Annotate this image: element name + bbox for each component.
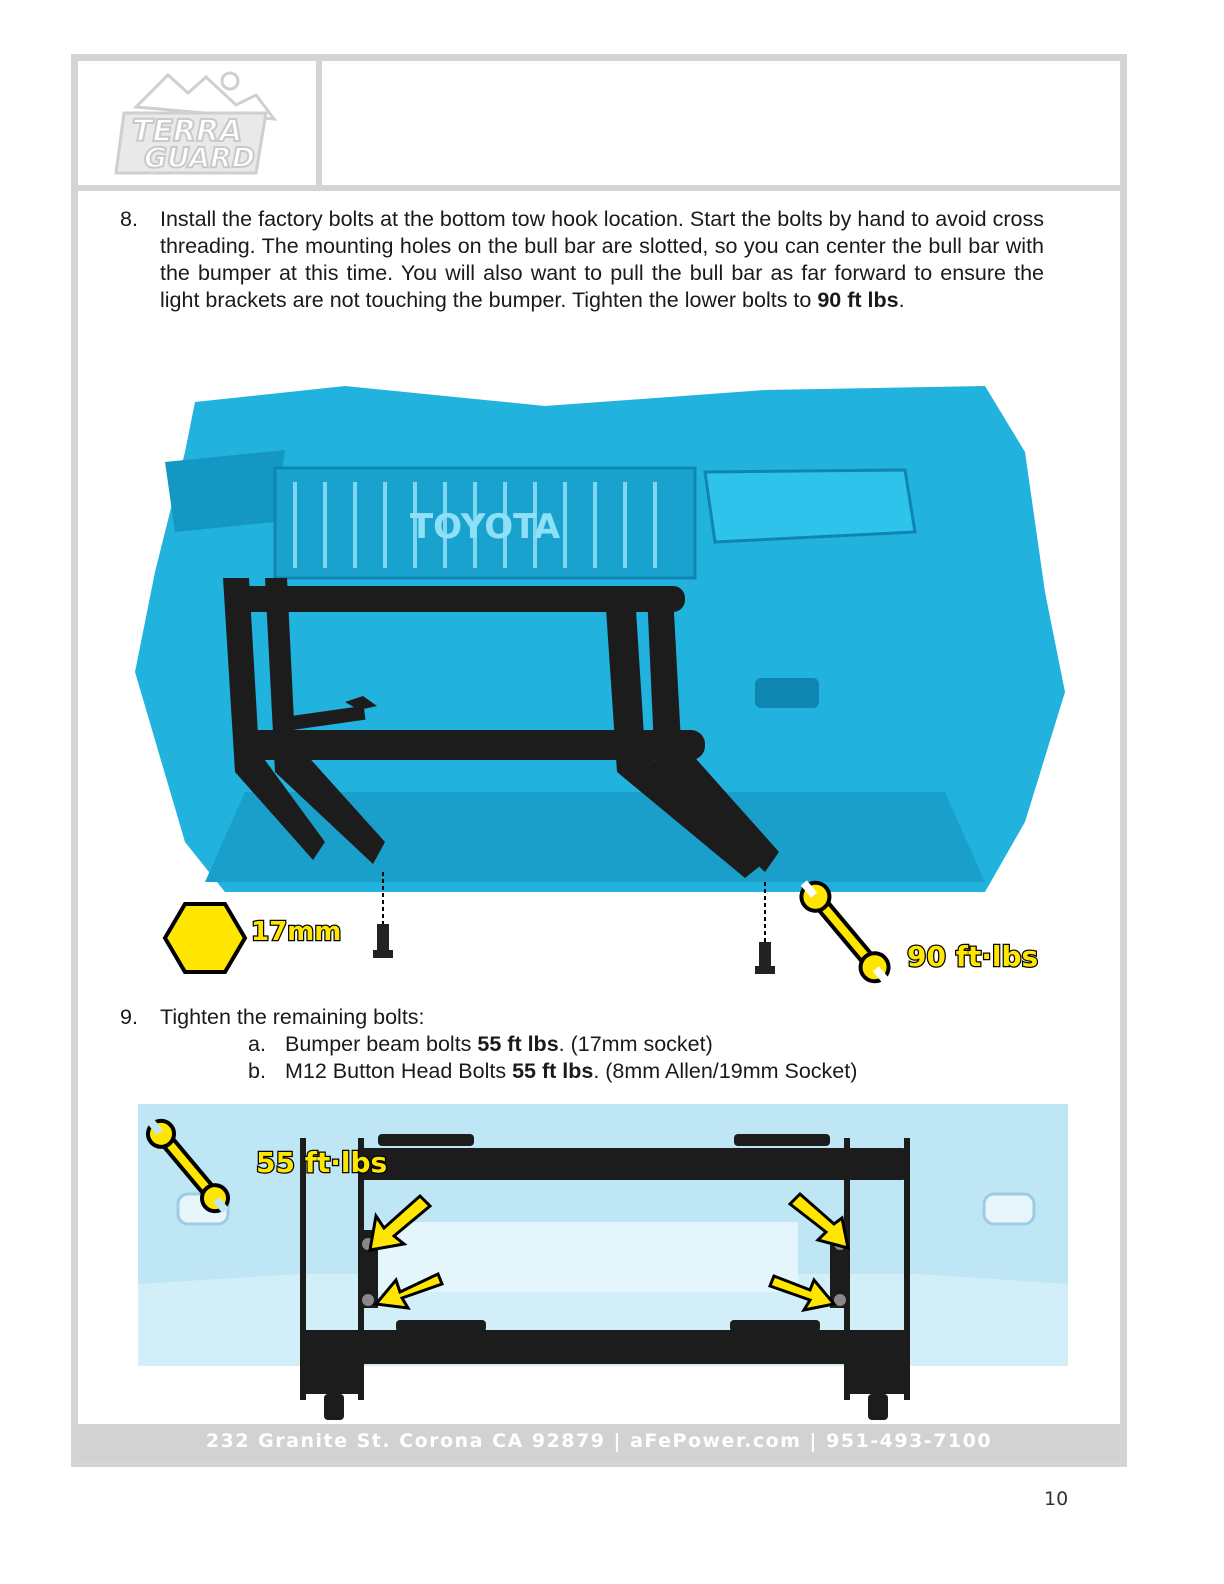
bull-bar-install-figure (125, 372, 1065, 992)
substep-b-body: M12 Button Head Bolts (285, 1059, 513, 1083)
left-headlight (165, 450, 285, 532)
substep-b-torque: 55 ft lbs (512, 1059, 594, 1083)
substep-b-letter: b. (248, 1059, 266, 1083)
torque-label-90: 90 ft·lbs (907, 940, 1039, 973)
right-fog-faded (984, 1194, 1034, 1224)
footer-address: 232 Granite St. Corona CA 92879 | aFePower.com | 951-493-7100 (205, 1430, 993, 1452)
page-number: 10 (1044, 1488, 1069, 1510)
substep-a-torque: 55 ft lbs (477, 1032, 559, 1056)
step-9-text: Tighten the remaining bolts: (160, 1005, 425, 1029)
header-row (78, 61, 1120, 191)
step-8-period: . (898, 288, 905, 312)
step-9-number: 9. (120, 1005, 138, 1029)
step-8-number: 8. (120, 207, 138, 231)
hex-socket-icon (165, 904, 245, 972)
logo-line-1: TERRA (132, 114, 243, 149)
bolt-tightening-figure (138, 1104, 1068, 1422)
footer-bar (78, 1424, 1120, 1460)
step-8-torque: 90 ft lbs (817, 288, 899, 312)
step-8-text (160, 206, 1044, 314)
step-8-body: Install the factory bolts at the bottom tow hook location. Start the bolts by hand to avoid cross threading. The mounting holes on the bull bar are slotted, so you can center the bull bar with the bumper at this time. You will also want to pull the bull bar as far forward to ensure the light brackets are not touching the bumper. Tighten the lower bolts to (160, 207, 1044, 312)
fog-light (755, 678, 819, 708)
torque-label-55: 55 ft·lbs (256, 1146, 388, 1179)
substep-a-letter: a. (248, 1032, 266, 1056)
terra-guard-logo (106, 67, 286, 179)
logo-line-2: GUARD (144, 141, 255, 174)
right-headlight (705, 470, 915, 542)
grille-badge: TOYOTA (409, 507, 561, 547)
substep-a-tool: . (17mm socket) (558, 1032, 713, 1056)
substep-b-tool: . (8mm Allen/19mm Socket) (593, 1059, 858, 1083)
socket-size-label: 17mm (251, 917, 342, 947)
substep-a-body: Bumper beam bolts (285, 1032, 478, 1056)
logo-cell (78, 61, 322, 185)
substep-a-text (285, 1031, 713, 1058)
substep-b-text (285, 1058, 857, 1085)
bolt-right (755, 882, 775, 974)
